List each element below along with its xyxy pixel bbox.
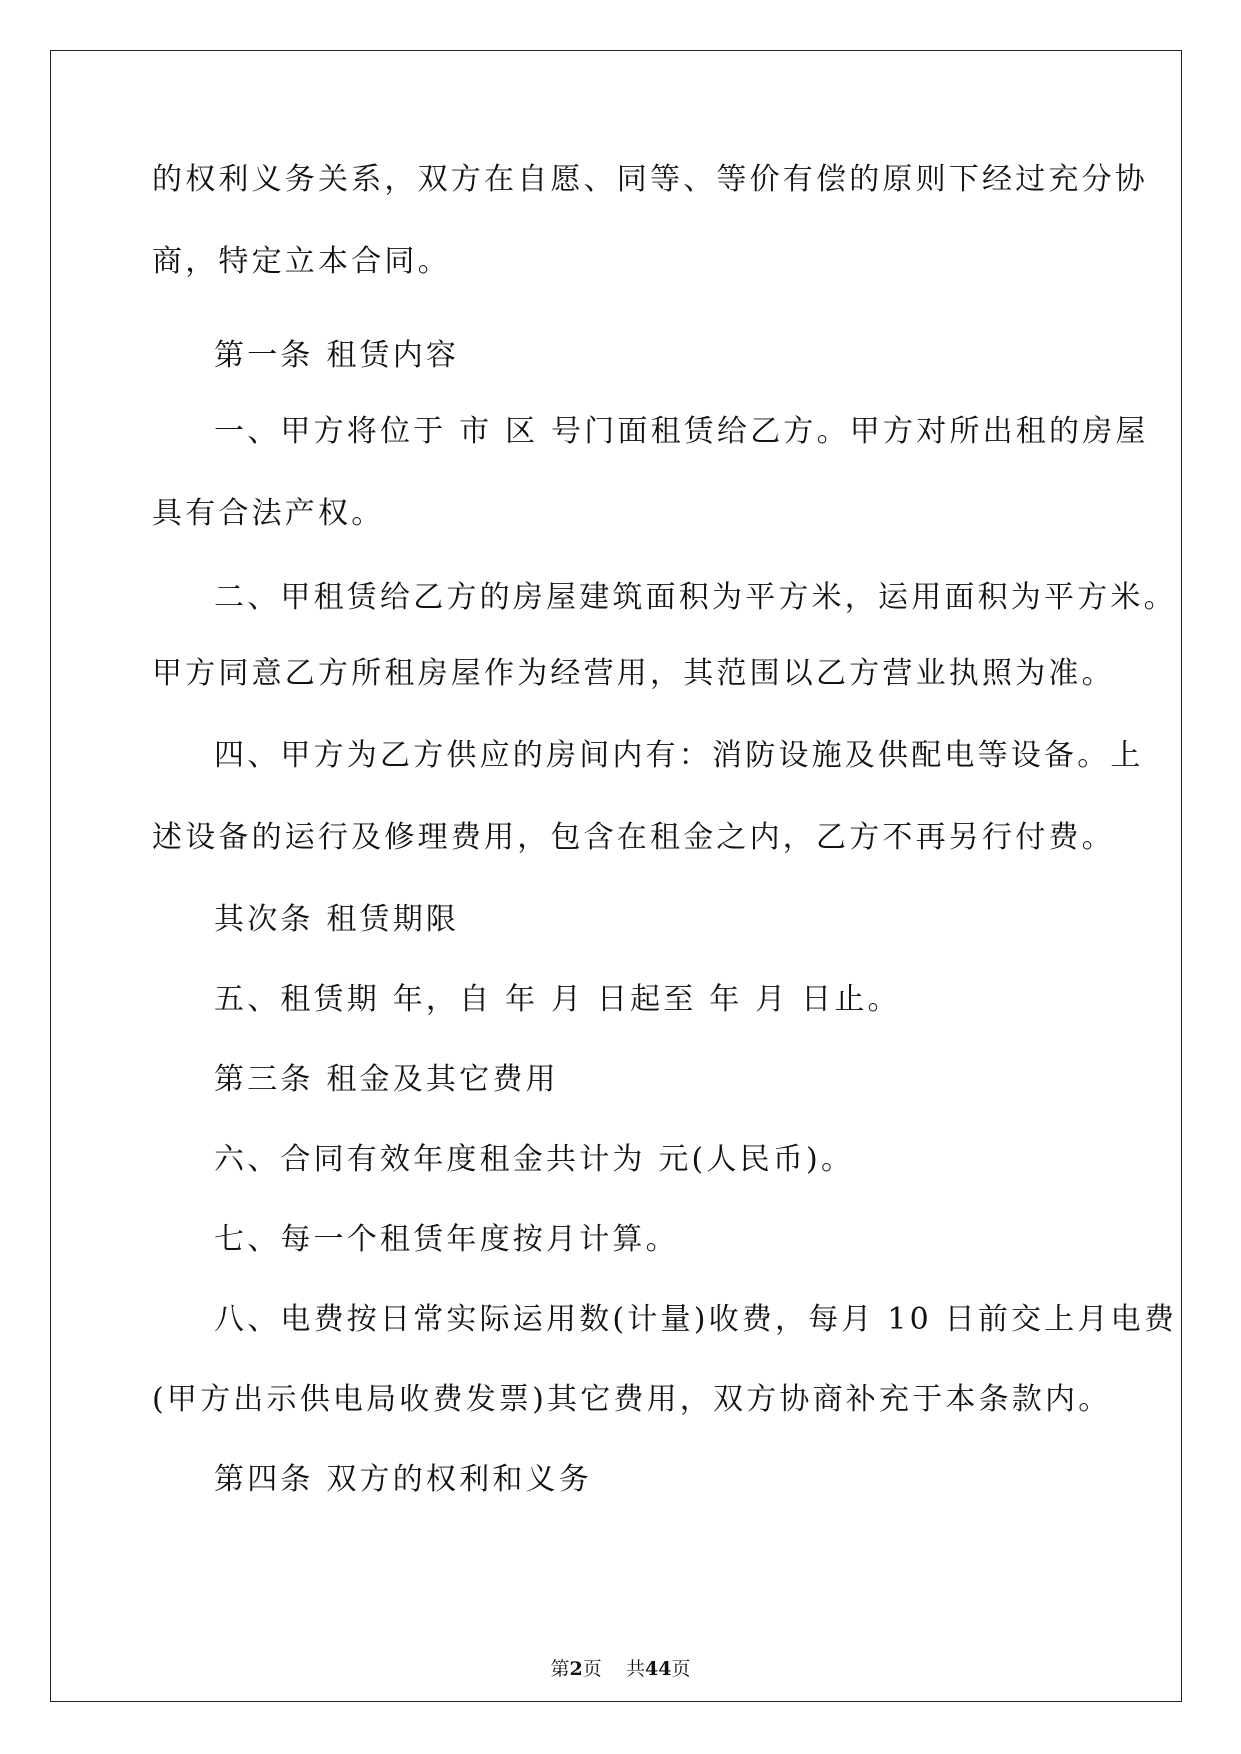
text-line: 具有合法产权。 xyxy=(152,496,385,531)
section-heading: 第四条 双方的权利和义务 xyxy=(214,1462,592,1497)
footer-page-word: 页 xyxy=(582,1658,602,1680)
current-page-number: 2 xyxy=(569,1658,583,1680)
text-line: 五、租赁期 年，自 年 月 日起至 年 月 日止。 xyxy=(214,982,901,1017)
text-line: (甲方出示供电局收费发票)其它费用，双方协商补充于本条款内。 xyxy=(152,1382,1112,1417)
section-heading: 第三条 租金及其它费用 xyxy=(214,1062,559,1097)
footer-prefix: 第 xyxy=(550,1658,570,1680)
text-line: 二、甲租赁给乙方的房屋建筑面积为平方米，运用面积为平方米。 xyxy=(214,580,1177,615)
text-line: 的权利义务关系，双方在自愿、同等、等价有偿的原则下经过充分协 xyxy=(152,162,1148,197)
text-line: 一、甲方将位于 市 区 号门面租赁给乙方。甲方对所出租的房屋 xyxy=(214,414,1149,449)
page-footer xyxy=(0,1657,1241,1681)
text-line: 八、电费按日常实际运用数(计量)收费，每月 10 日前交上月电费 xyxy=(214,1302,1178,1337)
text-line: 六、合同有效年度租金共计为 元(人民币)。 xyxy=(214,1142,855,1177)
text-line: 商，特定立本合同。 xyxy=(152,244,451,279)
text-line: 述设备的运行及修理费用，包含在租金之内，乙方不再另行付费。 xyxy=(152,820,1115,855)
text-line: 甲方同意乙方所租房屋作为经营用，其范围以乙方营业执照为准。 xyxy=(152,656,1115,691)
total-page-count: 44 xyxy=(644,1658,672,1680)
page-border xyxy=(50,50,1182,1702)
text-line: 七、每一个租赁年度按月计算。 xyxy=(214,1222,679,1257)
footer-total-suffix: 页 xyxy=(671,1658,691,1680)
text-line: 四、甲方为乙方供应的房间内有：消防设施及供配电等设备。上 xyxy=(214,738,1144,773)
section-heading: 第一条 租赁内容 xyxy=(214,338,460,373)
footer-total-prefix: 共 xyxy=(625,1658,645,1680)
section-heading: 其次条 租赁期限 xyxy=(214,902,460,937)
